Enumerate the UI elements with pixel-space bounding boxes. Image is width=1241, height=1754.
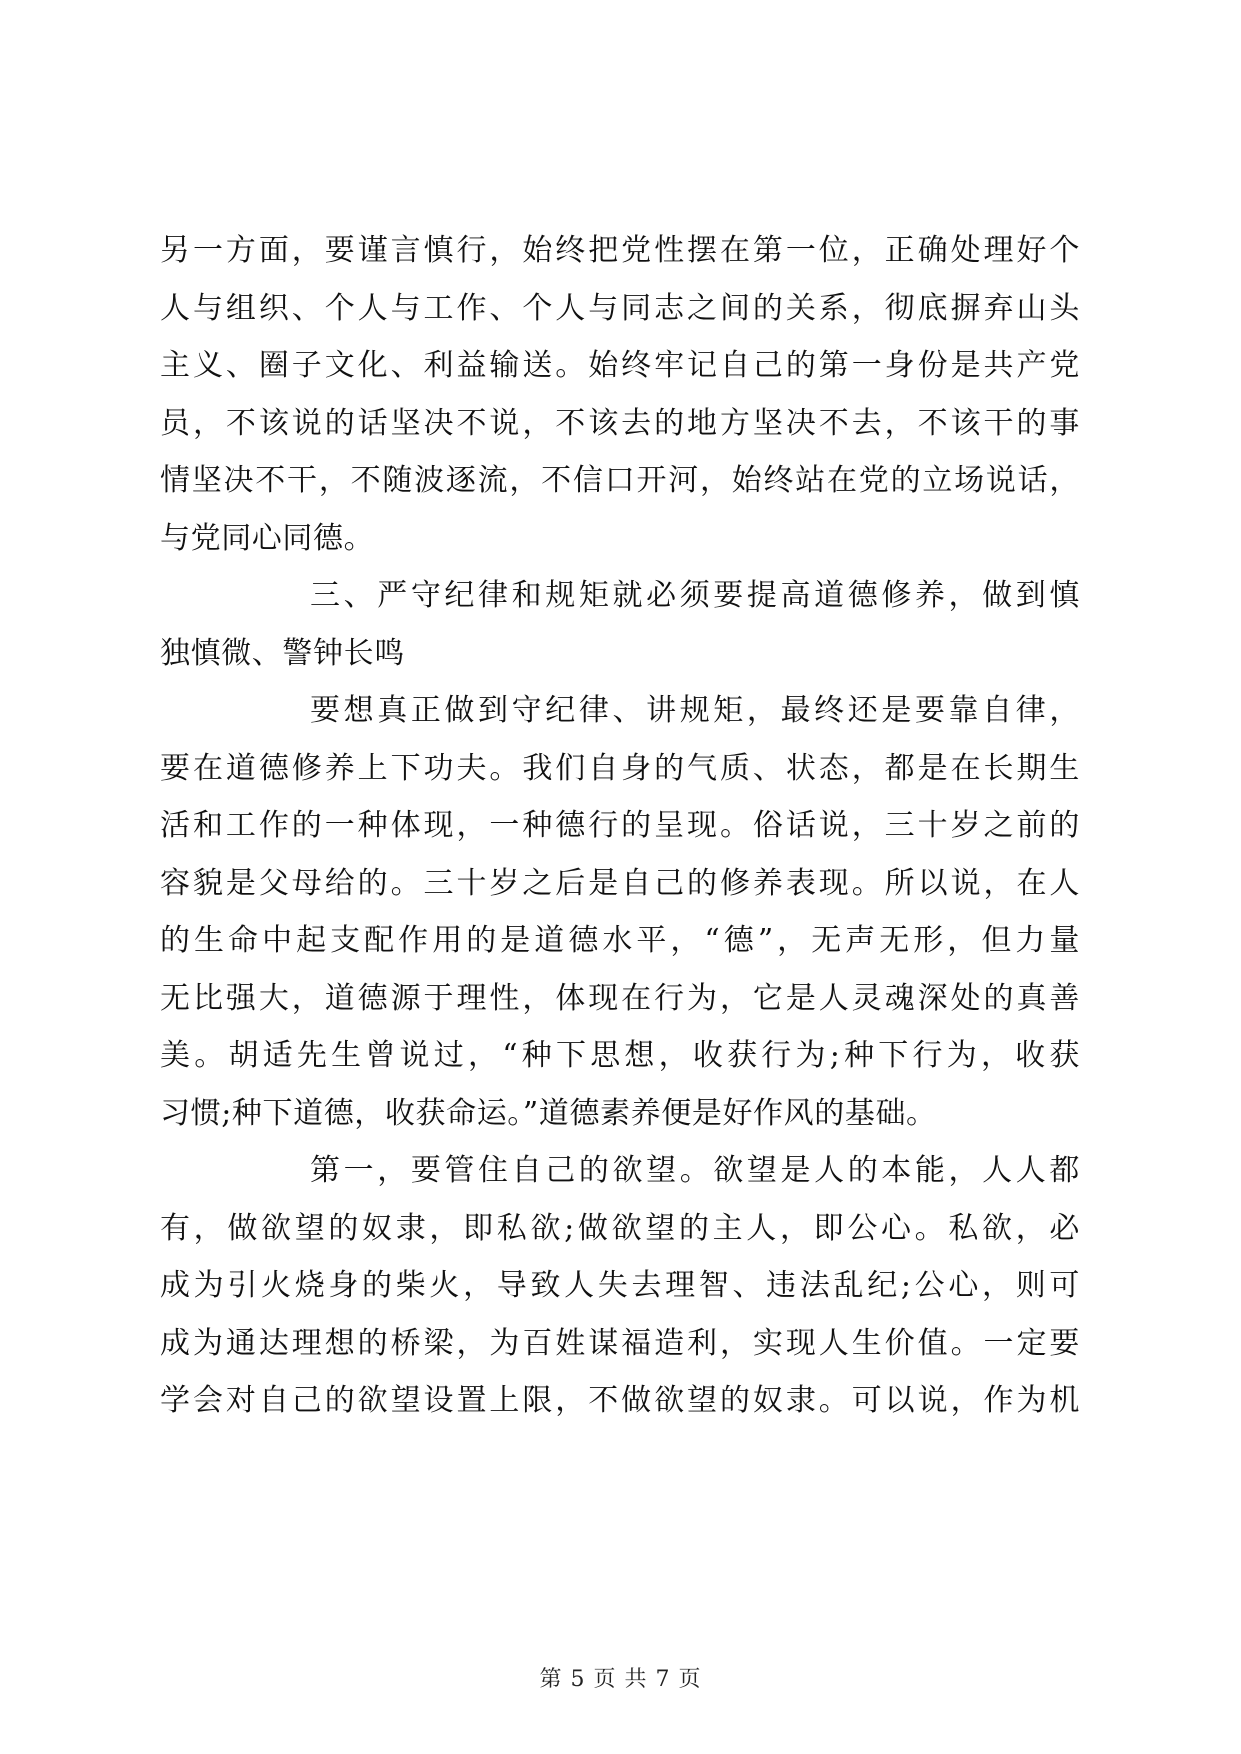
text-line: 无比强大，道德源于理性，体现在行为，它是人灵魂深处的真善 xyxy=(160,980,1080,1016)
text-line: 的生命中起支配作用的是道德水平，“德”，无声无形，但力量 xyxy=(160,923,1080,958)
text-line: 情坚决不干，不随波逐流，不信口开河，始终站在党的立场说话， xyxy=(160,463,1080,498)
text-line: 主义、圈子文化、利益输送。始终牢记自己的第一身份是共产党 xyxy=(160,348,1080,383)
text-line: 成为引火烧身的柴火，导致人失去理智、违法乱纪;公心，则可 xyxy=(160,1268,1080,1303)
text-line: 另一方面，要谨言慎行，始终把党性摆在第一位，正确处理好个 xyxy=(160,233,1080,268)
page-number-footer: 第 5 页 共 7 页 xyxy=(539,1667,702,1692)
text-line: 要想真正做到守纪律、讲规矩，最终还是要靠自律， xyxy=(310,693,1080,728)
text-line: 活和工作的一种体现，一种德行的呈现。俗话说，三十岁之前的 xyxy=(160,808,1080,843)
text-line: 员，不该说的话坚决不说，不该去的地方坚决不去，不该干的事 xyxy=(160,405,1080,441)
text-line: 学会对自己的欲望设置上限，不做欲望的奴隶。可以说，作为机 xyxy=(160,1383,1080,1418)
text-line: 容貌是父母给的。三十岁之后是自己的修养表现。所以说，在人 xyxy=(160,865,1080,901)
text-line: 人与组织、个人与工作、个人与同志之间的关系，彻底摒弃山头 xyxy=(160,290,1080,326)
text-line: 有，做欲望的奴隶，即私欲;做欲望的主人，即公心。私欲，必 xyxy=(160,1210,1080,1246)
text-line: 美。胡适先生曾说过，“种下思想，收获行为;种下行为，收获 xyxy=(160,1038,1080,1073)
text-line: 与党同心同德。 xyxy=(160,520,375,556)
text-line: 成为通达理想的桥梁，为百姓谋福造利，实现人生价值。一定要 xyxy=(160,1325,1080,1361)
section-heading-continued: 独慎微、警钟长鸣 xyxy=(160,635,405,671)
body-text xyxy=(160,222,1080,1430)
text-line: 要在道德修养上下功夫。我们自身的气质、状态，都是在长期生 xyxy=(160,750,1080,786)
text-line: 习惯;种下道德，收获命运。”道德素养便是好作风的基础。 xyxy=(160,1095,937,1131)
text-line: 第一，要管住自己的欲望。欲望是人的本能，人人都 xyxy=(310,1153,1080,1188)
section-heading: 三、严守纪律和规矩就必须要提高道德修养，做到慎 xyxy=(310,578,1080,613)
